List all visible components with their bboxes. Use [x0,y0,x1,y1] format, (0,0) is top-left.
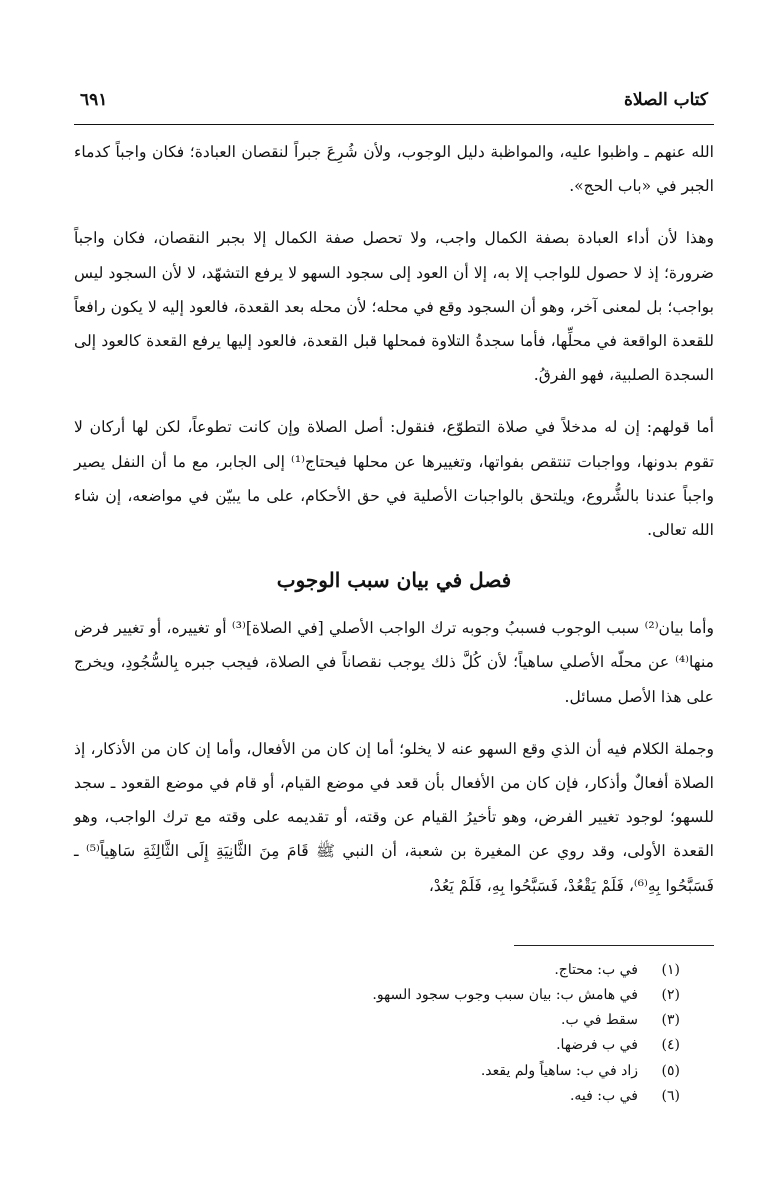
header-rule [74,124,714,125]
page-number: ٦٩١ [80,90,108,110]
footnote-5 [74,1059,680,1084]
section-heading: فصل في بيان سبب الوجوب [276,568,512,593]
footnote-text: زاد في ب: ساهياً ولم يقعد. [480,1062,638,1079]
paragraph-2: وهذا لأن أداء العبادة بصفة الكمال واجب، ولا تحصل صفة الكمال إلا بجبر النقصان، فكان واجباً ضرورة؛ إذ لا حصول للواجب إلا به، إلا أن العود إلى سجود السهو لا يرفع التشهّد، لا لأن السجود ليس بواجب؛ بل لمعنى آخر، وهو أن السجود وقع في محله؛ لأن محله بعد القعدة، فالعود إليه لا يكون رافعاً للقعدة الواقعة في محلِّها، فأما سجدةُ التلاوة فمحلها قبل القعدة، فالعود إليها يرفع القعدة كالعود إلى السجدة الصلبية، فهو الفرقُ. [74,229,714,385]
footnote-6 [74,1084,680,1109]
page-header [74,90,714,120]
footnote-1 [74,958,680,983]
footnote-2 [74,983,680,1008]
footnote-number: (٤) [661,1037,680,1054]
footnote-text: في هامش ب: بيان سبب وجوب سجود السهو. [372,987,638,1004]
footnote-text: في ب: محتاج. [554,961,638,978]
footnote-4 [74,1033,680,1058]
footnote-text: سقط في ب. [561,1012,638,1029]
footnote-text: في ب: فيه. [569,1087,638,1104]
footnote-number: (٦) [661,1087,680,1104]
running-head: كتاب الصلاة [623,90,708,110]
paragraph-1: الله عنهم ـ واظبوا عليه، والمواظبة دليل الوجوب، ولأن شُرِعَ جبراً لنقصان العبادة؛ فكان واجباً كدماء الجبر في «باب الحج». [74,143,714,196]
footnotes-list [74,958,714,1109]
paragraph-4: وأما بيان⁽²⁾ سبب الوجوب فسببُ وجوبه ترك الواجب الأصلي [في الصلاة]⁽³⁾ أو تغييره، أو تغيير فرض منها⁽⁴⁾ عن محلّه الأصلي ساهياً؛ لأن كُلَّ ذلك يوجب نقصاناً في الصلاة، فيجب جبره بِالسُّجُودِ، ويخرج على هذا الأصل مسائل. [74,619,714,706]
footnote-rule [514,945,714,946]
footnote-number: (٣) [661,1012,680,1029]
footnote-3 [74,1008,680,1033]
paragraph-5: وجملة الكلام فيه أن الذي وقع السهو عنه لا يخلو؛ أما إن كان من الأفعال، وأما إن كان من الأذكار، إذ الصلاة أفعالٌ وأذكار، فإن كان من الأفعال بأن قعد في موضع القيام، أو قام في موضع القعود ـ سجد للسهو؛ لوجود تغيير الفرض، وهو تأخيرُ القيام عن وقته، أو تقديمه على وقته مع ترك الواجب، وهو القعدة الأولى، وقد روي عن المغيرة بن شعبة، أن النبي ﷺ قَامَ مِنَ الثَّانِيَةِ إِلَى الثَّالِثَةِ سَاهِياً⁽⁵⁾ ـ فَسَبَّحُوا بِهِ⁽⁶⁾، فَلَمْ يَقْعُدْ، فَسَبَّحُوا بِهِ، فَلَمْ يَعُدْ، [74,739,714,895]
footnote-text: في ب فرضها. [556,1037,638,1054]
footnote-number: (١) [661,961,680,978]
footnote-number: (٢) [661,987,680,1004]
paragraph-3: أما قولهم: إن له مدخلاً في صلاة التطوّع، فنقول: أصل الصلاة وإن كانت تطوعاً، لكن لها أركان لا تقوم بدونها، وواجبات تنتقص بفواتها، وتغييرها عن محلها فيحتاج⁽¹⁾ إلى الجابر، مع ما أن النفل يصير واجباً عندنا بالشُّروع، ويلتحق بالواجبات الأصلية في حق الأحكام، على ما يبيّن في مواضعه، إن شاء الله تعالى. [74,418,714,540]
footnote-number: (٥) [661,1062,680,1079]
book-page [74,90,714,1109]
